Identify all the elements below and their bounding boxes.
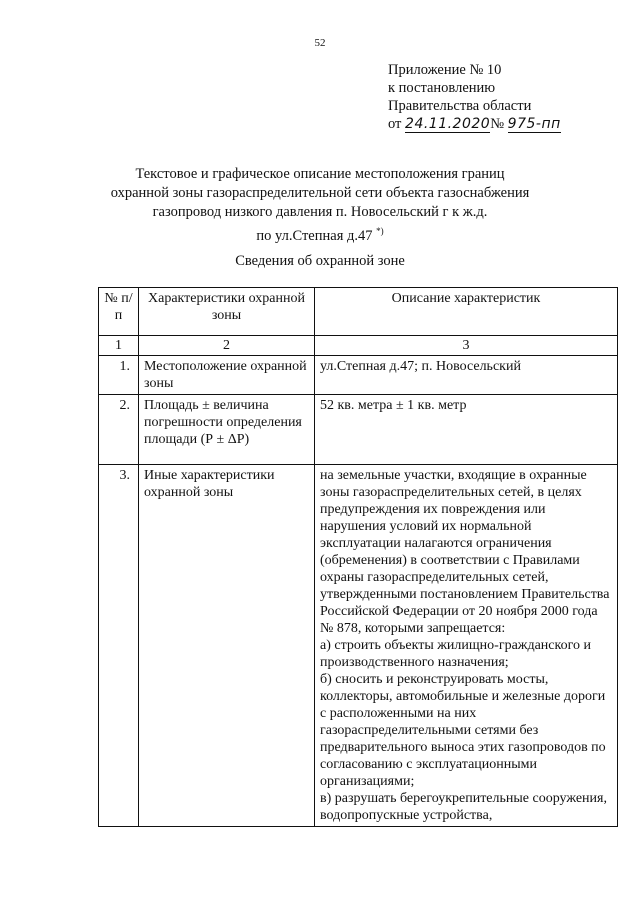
title-line-3: газопровод низкого давления п. Новосельский г к ж.д. (152, 204, 488, 220)
description-paragraph: ул.Степная д.47; п. Новосельский (320, 359, 521, 374)
table-header-row (99, 288, 618, 336)
description-paragraph: б) сносить и реконструировать мосты, коллекторы, автомобильные и железные дороги с расположенными на них газораспределительными сетями без предварительного выноса этих газопроводов по согласованию с эксплуатационными организациями; (320, 672, 606, 789)
row-characteristic: Иные характеристики охранной зоны (139, 465, 315, 827)
document-title (0, 165, 640, 246)
table-row (99, 356, 618, 395)
appendix-line-3: Правительства области (388, 98, 532, 114)
index-cell: 2 (139, 336, 315, 356)
table-row (99, 395, 618, 465)
title-line-2: охранной зоны газораспределительной сети объекта газоснабжения (110, 185, 530, 201)
appendix-line-2: к постановлению (388, 80, 496, 96)
section-subtitle: Сведения об охранной зоне (235, 253, 405, 269)
row-number: 2. (99, 395, 139, 465)
header-num: № п/п (99, 288, 139, 336)
footnote-mark: *) (376, 226, 384, 236)
description-paragraph: 52 кв. метра ± 1 кв. метр (320, 398, 467, 413)
row-number: 1. (99, 356, 139, 395)
row-number: 3. (99, 465, 139, 827)
row-description (315, 395, 618, 465)
index-cell: 1 (99, 336, 139, 356)
row-description (315, 465, 618, 827)
header-characteristic: Характеристики охранной зоны (139, 288, 315, 336)
appendix-line-1: Приложение № 10 (388, 62, 502, 78)
title-line-4-text: по ул.Степная д.47 (256, 227, 373, 244)
handwritten-number: 975-пп (507, 116, 561, 132)
title-line-1: Текстовое и графическое описание местоположения границ (135, 166, 505, 182)
appendix-header (388, 61, 561, 133)
description-paragraph: в) разрушать берегоукрепительные сооружения, водопропускные устройства, (320, 791, 607, 823)
appendix-date-line (388, 115, 561, 133)
title-line-4 (0, 222, 640, 246)
description-paragraph: на земельные участки, входящие в охранные зоны газораспределительных сетей, в целях предупреждения их повреждения или нарушения условий их нормальной эксплуатации налагаются ограничения (обременения) в соответствии с Правилами охраны газораспределительных сетей, утвержденными постановлением Правительства Российской Федерации от 20 ноября 2000 года № 878, которыми запрещается: (320, 468, 610, 636)
row-description (315, 356, 618, 395)
table-index-row (99, 336, 618, 356)
from-label: от (388, 116, 402, 132)
description-paragraph: а) строить объекты жилищно-гражданского и производственного назначения; (320, 638, 591, 670)
index-cell: 3 (315, 336, 618, 356)
page-number: 52 (314, 37, 326, 49)
header-description: Описание характеристик (315, 288, 618, 336)
row-characteristic: Площадь ± величина погрешности определения площади (Р ± ΔР) (139, 395, 315, 465)
protection-zone-table (98, 287, 618, 827)
number-label: № (490, 116, 505, 132)
handwritten-date: 24.11.2020 (405, 116, 491, 132)
table-row (99, 465, 618, 827)
row-characteristic: Местоположение охранной зоны (139, 356, 315, 395)
